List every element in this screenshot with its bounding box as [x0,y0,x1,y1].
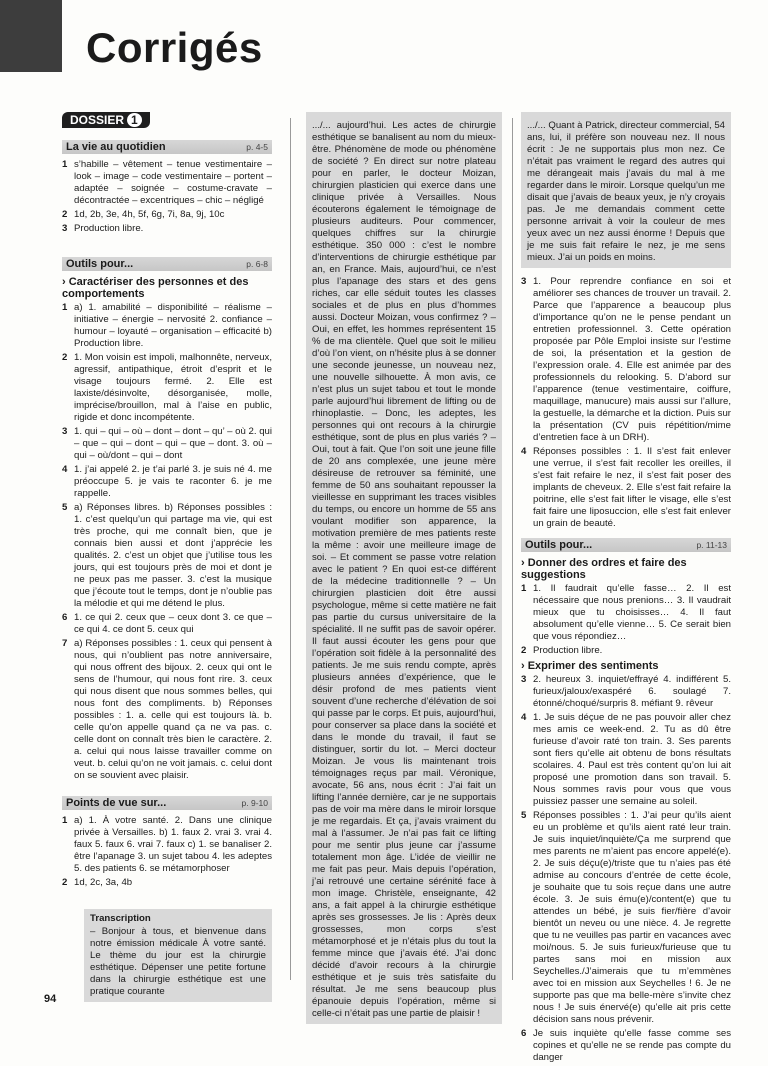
answer-item [62,223,272,235]
item-number: 6 [62,612,68,623]
item-number: 4 [62,464,68,475]
item-number: 2 [62,352,68,363]
item-text: 1d, 2c, 3a, 4b [74,877,133,888]
section-header: La vie au quotidien p. 4-5 [62,140,272,154]
answer-item [521,1028,731,1064]
item-number: 6 [521,1028,527,1039]
item-text: 1. Pour reprendre confiance en soi et améliorer ses chances de trouver un travail. 2. Parce que l’apparence a beaucoup plus d’importance qu’on ne le pense pendant un entretien professionnel. 3. Cette opération proposée par Pôle Emploi insiste sur l’estime de soi, la présentation et la gestion de l’expression orale. 4. Elle est animée par des professionnels du relooking. 5. D’abord sur l’apparence (tenue vestimentaire, coiffure, maquillage, manucure) mais aussi sur l’allure, la gestuelle, la démarche et la diction. Puis sur la présentation (CV puis répétition/mime d’entretien face à un DRH). [533,276,731,443]
column-left [62,112,272,1002]
item-text: 1. j’ai appelé 2. je t’ai parlé 3. je suis né 4. me préoccupe 5. je vais te raconter 6. je me rappelle. [74,464,272,499]
item-number: 3 [62,426,68,437]
transcription-continued: .../... Quant à Patrick, directeur commercial, 54 ans, lui, il préfère son nouveau nez. Il nous écrit : Je ne supportais plus mon nez. Ce n’était pas vraiment le regard des autres qui me dérangeait mais j’avais du mal à me regarder dans le miroir. Lorsque quelqu’un me disait que j’avais de beaux yeux, je n’y croyais pas. Je me demandais comment cette personne arrivait à voir la couleur de mes yeux avec un nez aussi énorme ! Depuis que je me suis fait refaire le nez, je me sens mieux. J’ai un poids en moins. [521,112,731,268]
item-text: a) 1. À votre santé. 2. Dans une clinique privée à Versailles. b) 1. faux 2. vrai 3. vrai 4. faux 5. faux 6. vrai 7. faux c) 1. se banaliser 2. être l’apanage 3. un sujet tabou 4. les adeptes 5. des patients 6. se métamorphoser [74,815,272,874]
item-text: a) Réponses libres. b) Réponses possibles : 1. c’est quelqu’un qui partage ma vie, qui est très proche, qui me connaît bien, que je connais bien aussi et dont j’apprécie les qualités. 2. c’est un objet que j’utilise tous les jours, qui est toujours près de moi et dont je ne peux pas me passer. 3. c’est la musique que j’écoute tout le temps, dont je n’oublie pas la mélodie et qui me détend le plus. [74,502,272,609]
answer-item [521,712,731,808]
answer-item [521,583,731,643]
answer-list [62,159,272,235]
answer-item [521,645,731,657]
answer-item [62,612,272,636]
answer-item [62,638,272,782]
item-text: 1. Je suis déçue de ne pas pouvoir aller chez mes amis ce week-end. 2. Tu as dû être furieuse d’avoir raté ton train. 3. Ses parents sont fiers qu’elle ait obtenu de bons résultats scolaires. 4. Paul est très content qu’on lui ait proposé une promotion dans son travail. 5. Nous sommes ravis pour vous que vous puissiez passer une semaine au soleil. [533,712,731,807]
answer-item [62,464,272,500]
item-text: Je suis inquiète qu’elle fasse comme ses copines et qu’elle ne se rende pas compte du danger [533,1028,731,1063]
item-text: 1. Il faudrait qu’elle fasse… 2. Il est nécessaire que nous prenions… 3. Il vaudrait mieux que tu choisisses… 4. Il faut absolument qu’elle vienne… 5. Ce serait bien que vous répondiez… [533,583,731,642]
transcription-box [84,909,272,1002]
item-text: Production libre. [533,645,603,656]
item-number: 4 [521,446,527,457]
section-header: Outils pour... p. 11-13 [521,538,731,552]
item-text: s’habille – vêtement – tenue vestimentaire – look – image – code vestimentaire – portent – adaptée – soignée – costume-cravate – décontractée – excentriques – chic – négligé [74,159,272,206]
column-divider [512,118,513,980]
item-number: 1 [521,583,527,594]
transcription-title: Transcription [90,913,151,924]
item-number: 5 [521,810,527,821]
section-header: Outils pour... p. 6-8 [62,257,272,271]
corner-tab [0,0,62,72]
answer-item [521,810,731,1026]
answer-item [62,159,272,207]
section-header: Points de vue sur... p. 9-10 [62,796,272,810]
answer-item [62,302,272,350]
answer-item [62,877,272,889]
answer-item [62,815,272,875]
item-number: 2 [62,209,68,220]
page-number: 94 [44,993,57,1005]
page-title: Corrigés [86,24,263,71]
item-number: 3 [62,223,68,234]
item-number: 1 [62,815,68,826]
answer-list [521,674,731,1064]
item-text: Production libre. [74,223,144,234]
item-text: a) 1. amabilité – disponibilité – réalisme – initiative – énergie – nervosité 2. confiance – humour – loyauté – organisation – efficacité b) Production libre. [74,302,272,349]
item-text: Réponses possibles : 1. J’ai peur qu’ils aient eu un problème et qu’ils aient raté leur train. Je suis inquiet/inquiète/Ça me surprend que mes parents ne m’aient pas encore appelé(e). 2. Je suis déçu(e)/triste que tu n’aies pas été admise au concours d’entrée de cette école, je souhaite que tu sois reçue dans une autre école. 3. Je suis ému(e)/content(e) que tu attendes un bébé, je suis fier/fière d’avoir bientôt un neveu ou une nièce. 4. Je regrette que tu ne veuilles pas partir en vacances avec moi/nous. 5. Je suis furieux/furieuse que tu partes sans moi en mission aux Seychelles./J’aimerais que tu m’emmènes avec toi en mission aux Seychelles ! 6. Je ne supporte pas que ma belle-mère s’invite chez nous ! Je suis énervé(e) qu’elle ait pris cette décision sans nous prévenir. [533,810,731,1025]
item-number: 3 [521,674,527,685]
answer-list [521,583,731,657]
answer-item [521,276,731,444]
item-number: 2 [521,645,527,656]
answer-item [521,674,731,710]
answer-item [62,502,272,610]
column-middle [306,112,502,1024]
subsection-title: › Donner des ordres et faire des suggestions [521,557,687,581]
column-divider [290,118,291,980]
dossier-badge: DOSSIER 1 [62,112,150,128]
item-text: 2. heureux 3. inquiet/effrayé 4. indifférent 5. furieux/jaloux/exaspéré 6. soulagé 7. étonné/choqué/surpris 8. méfiant 9. rêveur [533,674,731,709]
answer-list [521,276,731,530]
subsection-title: › Caractériser des personnes et des comportements [62,276,249,300]
answer-item [62,426,272,462]
item-text: Réponses possibles : 1. Il s’est fait enlever une verrue, il s’est fait recoller les oreilles, il s’est fait refaire le nez, il s’est fait poser des implants de cheveux. 2. Elle s’est fait refaire la poitrine, elle s’est fait lifter le visage, elle s’est fait faire une liposuccion, elle s’est fait enlever un grain de beauté. [533,446,731,529]
answer-list [62,302,272,782]
answer-item [521,446,731,530]
item-number: 1 [62,302,68,313]
item-number: 3 [521,276,527,287]
transcription-text: – Bonjour à tous, et bienvenue dans notre émission médicale À votre santé. Le thème du jour est la chirurgie esthétique. Dépenser une petite fortune dans la chirurgie esthétique est une pratique courante [90,926,266,997]
item-number: 4 [521,712,527,723]
answer-item [62,209,272,221]
answer-list [62,815,272,889]
item-number: 5 [62,502,68,513]
item-text: 1. Mon voisin est impoli, malhonnête, nerveux, agressif, antipathique, étroit d’esprit et le visage toujours fermé. 2. Elle est laxiste/désinvolte, désorganisée, molle, imprécise/brouillon, mal à l’aise en public, rigide et donc incompétente. [74,352,272,423]
item-number: 1 [62,159,68,170]
item-text: a) Réponses possibles : 1. ceux qui pensent à nous, qui n’oublient pas notre anniversaire, qui nous offrent des bijoux. 2. ceux qui ont le sens de l’humour, qui nous font rire. 3. ceux qui nous disent que nous sommes belles, qui nous font des compliments. b) Réponses possibles : 1. a. celle qui est toujours là. b. celle qu’on appelle quand ça ne va pas. c. celle dont on connaît très bien le caractère. 2. a. celui qui nous laisse travailler comme on veut. b. celui qu’on ne voit jamais. c. celui dont on se souvient avec plaisir. [74,638,272,781]
answer-item [62,352,272,424]
transcription-continued: .../... aujourd’hui. Les actes de chirurgie esthétique se banalisent au nom du mieux-être. Phénomène de mode ou phénomène de société ? En direct sur notre plateau pour en parler, le docteur Moizan, chirurgien plasticien qui exerce dans une clinique privée à Versailles. Nous écouterons également le témoignage de plusieurs auditeurs. Pour commencer, quelques chiffres sur la chirurgie esthétique. 350 000 : c’est le nombre d’interventions de chirurgie esthétique par an, en France. Mais, aujourd’hui, ce n’est plus l’apanage des stars et des gens riches, car elle séduit toutes les classes sociales et de plus en plus d’hommes aussi. Docteur Moizan, vous confirmez ? – Oui, en effet, les hommes représentent 15 % de ma clientèle. Quel que soit le milieu d’où l’on vient, on n’hésite plus à se donner une seconde jeunesse, un nouveau nez, une nouvelle silhouette. À mon avis, ce n’est plus un sujet tabou et tout le monde parle aujourd’hui librement de lifting ou de rhinoplastie. – Donc, les adeptes, les personnes qui ont recours à la chirurgie esthétique, sont de plus en plus variés ? – Oui, tout à fait. Que l’on soit une jeune fille de 20 ans complexée, une jeune mère désireuse de retrouver sa féminité, une femme de 50 ans souhaitant repousser la vieillesse en supprimant les traces visibles du temps, ou encore un homme de 55 ans voulant modifier son apparence, la motivation première de mes patients reste la même : avoir une meilleure image de soi. – Et comment se passe votre relation avec le patient ? En quoi est-ce différent de la médecine traditionnelle ? – Un chirurgien plasticien doit être aussi psychologue, même si cette matière ne fait pas partie du cursus universitaire de la spécialité. Il ne suffit pas de savoir opérer. Il faut aussi écouter les gens pour que l’opération soit fidèle à la personnalité des patients. Je me suis rendu compte, après plusieurs années d’expérience, que le désir profond de mes patients vient souvent d’une recherche d’élévation de soi qui passe par le corps. Et puis, aujourd’hui, pour conserver sa place dans la société et dans le monde du travail, il faut se distinguer, sortir du lot. – Merci docteur Moizan. Je vous lis maintenant trois témoignages reçus par mail. Véronique, avocate, 56 ans, nous écrit : J’ai fait un lifting l’année dernière, car je ne supportais pas de voir ma mère dans le miroir lorsque je me regardais. Et ça, j’avais vraiment du mal à l’assumer. Je n’ai pas fait ce lifting pour me sentir plus jeune car j’assume totalement mon âge. L’idée de vieillir ne me fait pas peur. Mais depuis l’opération, j’ai retrouvé une certaine sérénité face à mon image. Christèle, enseignante, 42 ans, a fait appel à la chirurgie esthétique après ses grossesses. Je lis : Après deux grossesses, mon corps s’est métamorphosé et je n’étais plus du tout la femme mince que j’avais été. J’ai donc décidé d’avoir recours à la chirurgie esthétique et je suis très satisfaite du résultat. Je me sens beaucoup plus épanouie depuis l’opération, même si celle-ci n’était pas une partie de plaisir ! [306,112,502,1024]
item-text: 1. qui – qui – où – dont – dont – qu’ – où 2. qui – que – qui – dont – qui – que – dont. 3. où – qui – où/dont – qui – dont [74,426,272,461]
subsection-title: › Exprimer des sentiments [521,660,659,672]
item-number: 2 [62,877,68,888]
column-right [521,112,731,1066]
item-text: 1. ce qui 2. ceux que – ceux dont 3. ce que – ce qui 4. ce dont 5. ceux qui [74,612,272,635]
item-text: 1d, 2b, 3e, 4h, 5f, 6g, 7i, 8a, 9j, 10c [74,209,225,220]
item-number: 7 [62,638,68,649]
